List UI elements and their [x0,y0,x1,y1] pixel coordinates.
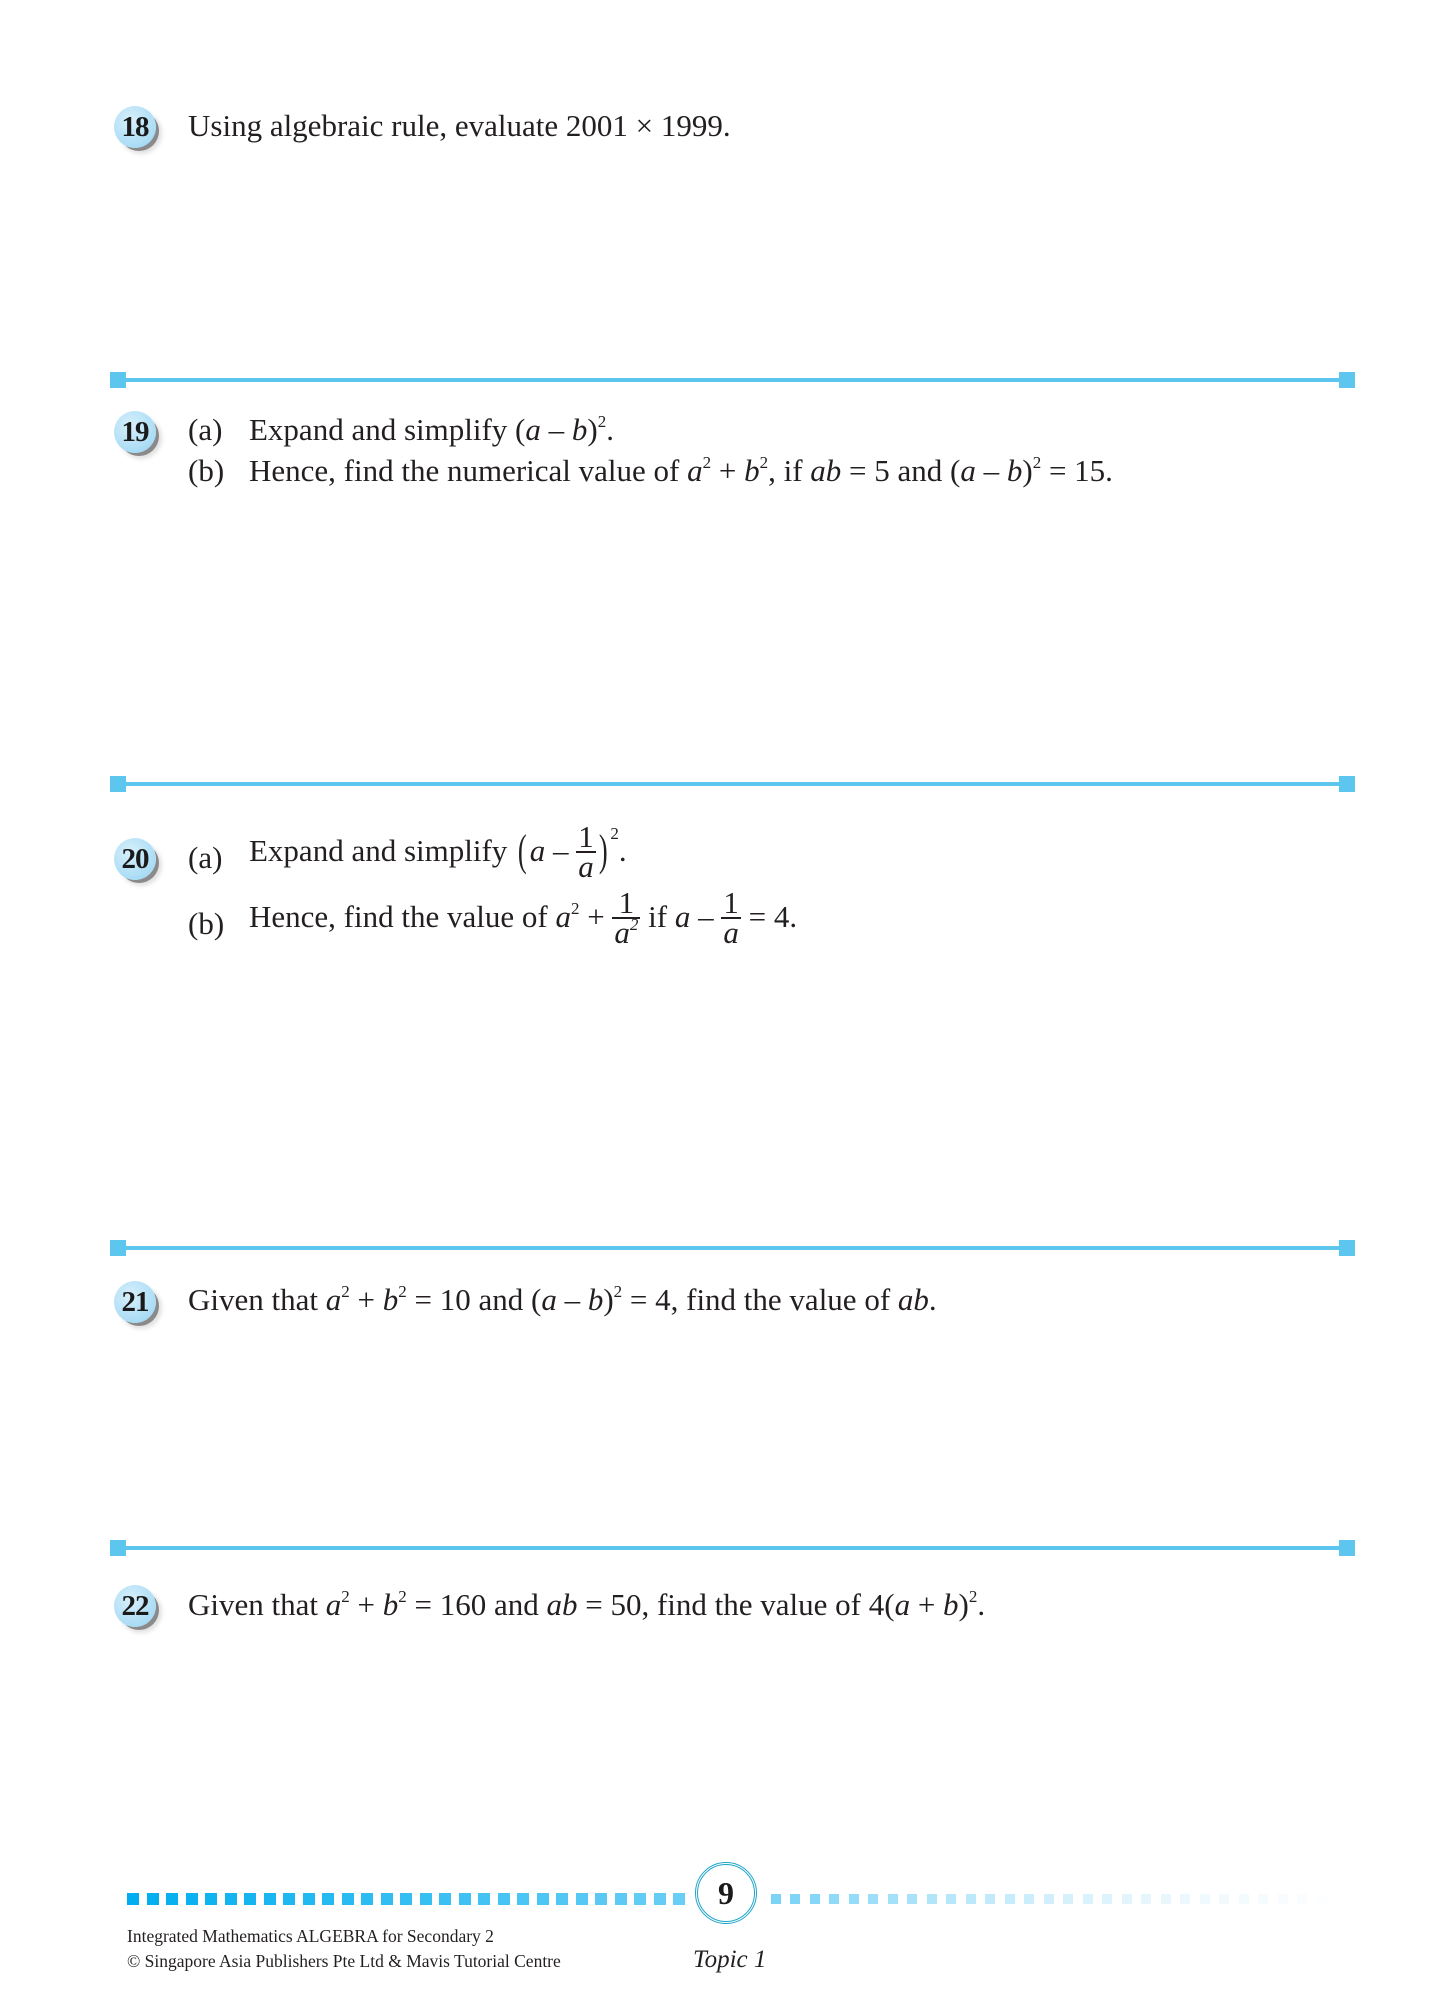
footer-dot [556,1893,568,1905]
part-label: (b) [188,453,225,488]
footer-dot [966,1894,976,1904]
section-divider [110,1240,1355,1256]
topic-label: Topic 1 [693,1946,767,1973]
footer-dot [1239,1894,1249,1904]
footer-dot [868,1894,878,1904]
part-label: (a) [188,840,223,875]
footer-dot [498,1893,510,1905]
question-number-badge [114,838,156,880]
footer-dot [1063,1894,1073,1904]
footer-dot [1122,1894,1132,1904]
footer-dot [576,1893,588,1905]
question-22-text: Given that $a^2 + b^2 = 160$ and ab = 50, find the value of $4(a + b)^2$. [188,1587,986,1622]
footer-dot [342,1893,354,1905]
question-number-badge [114,106,156,148]
footer-dot [849,1894,859,1904]
part-label: (b) [188,906,225,941]
footer-dot [361,1893,373,1905]
footer-dot [1278,1894,1288,1904]
page-number-circle [695,1862,757,1924]
page-number: 9 [718,1874,734,1911]
footer-dot [595,1893,607,1905]
footer-dot [654,1893,666,1905]
footer-dot [1083,1894,1093,1904]
section-divider [110,776,1355,792]
footer-dot [264,1893,276,1905]
footer-dot [303,1893,315,1905]
question-19a-text: Expand and simplify (a – b)$^2$. [249,412,614,447]
footer-dot [1317,1894,1327,1904]
question-20a-text: Expand and simplify (a – $\frac{1}{a}$ ) $^2$. [249,818,627,884]
question-19b-text: Hence, find the numerical value of $a^2 + b^2$, if ab = 5 and (a – b)$^2$ = 15. [249,453,1113,488]
footer-dot [205,1893,217,1905]
question-20b-text: Hence, find the value of $a^2$ + $\frac{1}{a^2}$ if a – $\frac{1}{a}$ = 4. [249,884,798,950]
question-number-badge [114,1281,156,1323]
question-number-badge [114,1585,156,1627]
footer-dot [771,1894,781,1904]
footer-dot [1141,1894,1151,1904]
footer-dot [166,1893,178,1905]
question-number-badge [114,411,156,453]
book-title: Integrated Mathematics ALGEBRA for Secondary 2 [127,1926,494,1946]
footer-dot [1200,1894,1210,1904]
footer-dot [517,1893,529,1905]
footer-dot [1005,1894,1015,1904]
footer-dot [673,1893,685,1905]
footer-dot [244,1893,256,1905]
copyright-notice: © Singapore Asia Publishers Pte Ltd & Mavis Tutorial Centre [127,1951,561,1971]
footer-dot [439,1893,451,1905]
footer-dot [927,1894,937,1904]
footer-dot [829,1894,839,1904]
footer-dot [907,1894,917,1904]
section-divider [110,372,1355,388]
footer-dot [946,1894,956,1904]
footer-dot [1258,1894,1268,1904]
footer-dot [1044,1894,1054,1904]
question-number: 22 [121,1589,149,1622]
footer-dot [1297,1894,1307,1904]
footer-dot [400,1893,412,1905]
footer-dot [283,1893,295,1905]
footer-dot [790,1894,800,1904]
footer-dot [478,1893,490,1905]
footer-dot [615,1893,627,1905]
footer-dot [1180,1894,1190,1904]
part-label: (a) [188,412,223,447]
question-number: 19 [121,415,149,448]
footer-dot [634,1893,646,1905]
footer-dot [322,1893,334,1905]
question-number: 20 [121,842,149,875]
footer-dot [381,1893,393,1905]
footer-dot [888,1894,898,1904]
footer-dot [1102,1894,1112,1904]
question-number: 18 [121,110,149,143]
footer-dot [1024,1894,1034,1904]
footer-dot [127,1893,139,1905]
footer-dot [985,1894,995,1904]
footer-dot [420,1893,432,1905]
question-21-text: Given that $a^2 + b^2 = 10$ and (a – b)$^2$ = 4, find the value of ab. [188,1282,937,1317]
footer-dot [147,1893,159,1905]
footer-dot [537,1893,549,1905]
section-divider [110,1540,1355,1556]
footer-dot [1219,1894,1229,1904]
footer-dot [1161,1894,1171,1904]
footer-dot [225,1893,237,1905]
question-number: 21 [121,1285,149,1318]
footer-dot [459,1893,471,1905]
question-18-text: Using algebraic rule, evaluate 2001 × 1999. [188,108,731,143]
footer-dot [810,1894,820,1904]
footer-dot [186,1893,198,1905]
